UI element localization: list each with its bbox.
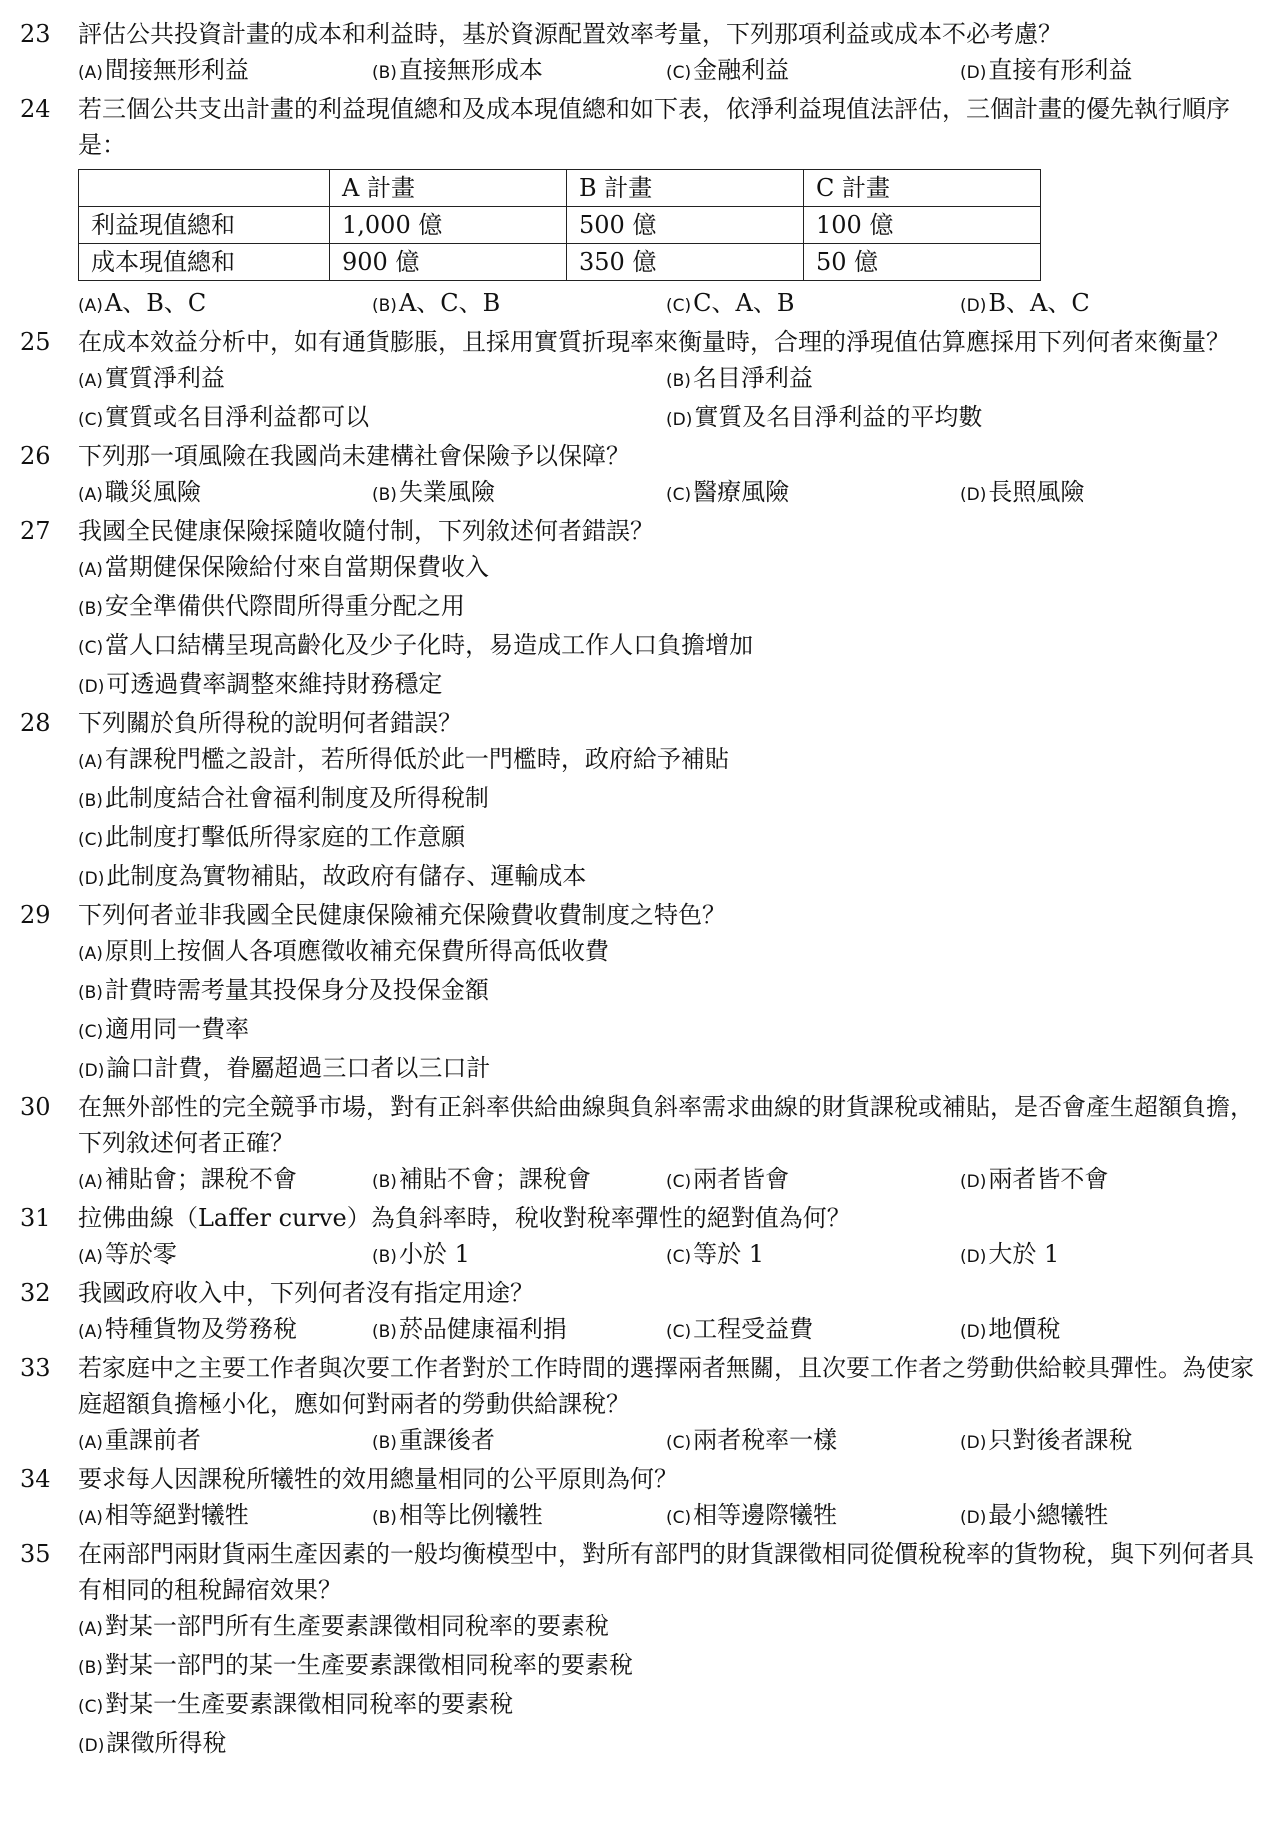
- option-text: 菸品健康福利捐: [398, 1315, 567, 1343]
- question-text: 我國全民健康保險採隨收隨付制，下列敘述何者錯誤？: [78, 517, 654, 545]
- option-label: (D): [78, 677, 105, 697]
- question-number: 30: [20, 1093, 51, 1121]
- option-text: 當人口結構呈現高齡化及少子化時，易造成工作人口負擔增加: [105, 631, 754, 659]
- option-b[interactable]: [372, 1311, 666, 1350]
- option-text: 適用同一費率: [105, 1015, 250, 1043]
- options-list: [78, 933, 1254, 1089]
- option-a[interactable]: [78, 52, 372, 91]
- option-label: (C): [666, 1172, 692, 1192]
- option-b[interactable]: [372, 285, 666, 324]
- option-d[interactable]: [960, 474, 1254, 513]
- option-label: (D): [666, 410, 693, 430]
- option-text: 直接有形利益: [988, 56, 1133, 84]
- question-27: [20, 513, 1254, 705]
- table-header-cell: A 計畫: [330, 170, 567, 207]
- question-31: [20, 1200, 1254, 1275]
- option-a[interactable]: [78, 1161, 372, 1200]
- options-list: [78, 549, 1254, 705]
- option-c[interactable]: [666, 1236, 960, 1275]
- question-number: 29: [20, 901, 51, 929]
- option-d[interactable]: [960, 1497, 1254, 1536]
- option-d[interactable]: [960, 285, 1254, 324]
- question-32: [20, 1275, 1254, 1350]
- options-row: [78, 360, 1254, 399]
- option-c[interactable]: [666, 1497, 960, 1536]
- table-cell: 利益現值總和: [79, 207, 330, 244]
- option-a[interactable]: [78, 285, 372, 324]
- table-cell: 50 億: [804, 244, 1041, 281]
- option-text: 地價稅: [988, 1315, 1061, 1343]
- options-row: [78, 52, 1254, 91]
- option-d[interactable]: [960, 1236, 1254, 1275]
- option-text: 對某一生產要素課徵相同稅率的要素稅: [105, 1690, 514, 1718]
- option-text: 兩者稅率一樣: [693, 1426, 838, 1454]
- option-label: (A): [78, 371, 103, 391]
- option-text: 補貼會；課稅不會: [104, 1165, 297, 1193]
- question-35: [20, 1536, 1254, 1764]
- option-a[interactable]: [78, 1422, 372, 1461]
- option-label: (C): [666, 485, 692, 505]
- option-label: (D): [960, 63, 987, 83]
- option-b[interactable]: [372, 1497, 666, 1536]
- option-label: (C): [78, 1022, 104, 1042]
- option-b[interactable]: [78, 972, 1254, 1011]
- option-a[interactable]: [78, 1236, 372, 1275]
- question-text: 我國政府收入中，下列何者沒有指定用途？: [78, 1279, 534, 1307]
- option-label: (B): [372, 1508, 397, 1528]
- option-label: (A): [78, 1619, 103, 1639]
- question-text: 若三個公共支出計畫的利益現值總和及成本現值總和如下表，依淨利益現值法評估，三個計畫的優先執行順序是：: [78, 95, 1230, 159]
- option-text: 長照風險: [988, 478, 1085, 506]
- option-a[interactable]: [78, 549, 1254, 588]
- question-30: [20, 1089, 1254, 1200]
- question-text: 下列何者並非我國全民健康保險補充保險費收費制度之特色？: [78, 901, 726, 929]
- option-text: 相等比例犧牲: [398, 1501, 543, 1529]
- option-c[interactable]: [78, 1011, 1254, 1050]
- option-text: 對某一部門所有生產要素課徵相同稅率的要素稅: [104, 1612, 609, 1640]
- options-row: [78, 1236, 1254, 1275]
- option-label: (C): [666, 1433, 692, 1453]
- exam-page: [20, 16, 1254, 1764]
- option-text: 工程受益費: [693, 1315, 814, 1343]
- option-text: 兩者皆會: [693, 1165, 790, 1193]
- question-26: [20, 438, 1254, 513]
- option-label: (A): [78, 1247, 103, 1267]
- option-label: (B): [78, 791, 103, 811]
- option-c[interactable]: [666, 1422, 960, 1461]
- question-text: 在無外部性的完全競爭市場，對有正斜率供給曲線與負斜率需求曲線的財貨課稅或補貼，是否會產生超額負擔，下列敘述何者正確？: [78, 1093, 1254, 1157]
- option-text: A、B、C: [104, 289, 207, 317]
- option-d[interactable]: [78, 666, 1254, 705]
- option-text: 重課前者: [104, 1426, 201, 1454]
- option-d[interactable]: [960, 1161, 1254, 1200]
- option-c[interactable]: [78, 819, 1254, 858]
- option-text: 實質或名目淨利益都可以: [105, 403, 370, 431]
- option-d[interactable]: [960, 1422, 1254, 1461]
- option-label: (D): [960, 1172, 987, 1192]
- option-text: 相等絕對犧牲: [104, 1501, 249, 1529]
- question-23: [20, 16, 1254, 91]
- option-label: (D): [960, 1322, 987, 1342]
- option-label: (D): [960, 1247, 987, 1267]
- question-number: 23: [20, 20, 51, 48]
- option-a[interactable]: [78, 474, 372, 513]
- option-text: 兩者皆不會: [988, 1165, 1109, 1193]
- option-text: 有課稅門檻之設計，若所得低於此一門檻時，政府給予補貼: [104, 745, 729, 773]
- option-text: C、A、B: [693, 289, 795, 317]
- option-text: 原則上按個人各項應徵收補充保費所得高低收費: [104, 937, 609, 965]
- option-text: 課徵所得稅: [106, 1729, 227, 1757]
- option-a[interactable]: [78, 741, 1254, 780]
- option-label: (C): [666, 63, 692, 83]
- options-list: [78, 1608, 1254, 1764]
- option-text: 間接無形利益: [104, 56, 249, 84]
- option-label: (A): [78, 296, 103, 316]
- question-number: 35: [20, 1540, 51, 1568]
- question-25: [20, 324, 1254, 438]
- option-b[interactable]: [372, 1161, 666, 1200]
- question-number: 32: [20, 1279, 51, 1307]
- option-d[interactable]: [960, 1311, 1254, 1350]
- option-b[interactable]: [372, 474, 666, 513]
- option-a[interactable]: [78, 933, 1254, 972]
- option-text: 等於零: [104, 1240, 177, 1268]
- table-cell: 1,000 億: [330, 207, 567, 244]
- question-number: 34: [20, 1465, 51, 1493]
- option-label: (B): [78, 1658, 103, 1678]
- option-text: 直接無形成本: [398, 56, 543, 84]
- option-text: 等於 1: [693, 1240, 765, 1268]
- option-label: (A): [78, 63, 103, 83]
- question-text: 在成本效益分析中，如有通貨膨脹，且採用實質折現率來衡量時，合理的淨現值估算應採用下列何者來衡量？: [78, 328, 1230, 356]
- table-header-cell: [79, 170, 330, 207]
- option-b[interactable]: [372, 52, 666, 91]
- question-number: 25: [20, 328, 51, 356]
- option-text: 計費時需考量其投保身分及投保金額: [104, 976, 489, 1004]
- option-label: (B): [372, 296, 397, 316]
- question-number: 33: [20, 1354, 51, 1382]
- question-number: 31: [20, 1204, 51, 1232]
- option-label: (D): [960, 485, 987, 505]
- option-d[interactable]: [78, 1050, 1254, 1089]
- option-a[interactable]: [78, 1311, 372, 1350]
- option-text: 小於 1: [398, 1240, 470, 1268]
- option-label: (B): [78, 599, 103, 619]
- option-label: (D): [960, 1433, 987, 1453]
- option-label: (D): [960, 296, 987, 316]
- option-label: (A): [78, 752, 103, 772]
- option-text: 補貼不會；課稅會: [398, 1165, 591, 1193]
- option-text: 對某一部門的某一生產要素課徵相同稅率的要素稅: [104, 1651, 633, 1679]
- option-label: (B): [372, 1433, 397, 1453]
- table-cell: 成本現值總和: [79, 244, 330, 281]
- question-number: 24: [20, 95, 51, 123]
- option-label: (D): [960, 1508, 987, 1528]
- option-text: 此制度打擊低所得家庭的工作意願: [105, 823, 466, 851]
- question-number: 27: [20, 517, 51, 545]
- question-text: 在兩部門兩財貨兩生產因素的一般均衡模型中，對所有部門的財貨課徵相同從價稅稅率的貨物稅，與下列何者具有相同的租稅歸宿效果？: [78, 1540, 1254, 1604]
- option-c[interactable]: [666, 52, 960, 91]
- option-label: (C): [666, 296, 692, 316]
- option-text: 相等邊際犧牲: [693, 1501, 838, 1529]
- question-24: [20, 91, 1254, 324]
- question-33: [20, 1350, 1254, 1461]
- option-text: 此制度結合社會福利制度及所得稅制: [104, 784, 489, 812]
- option-label: (C): [78, 410, 104, 430]
- question-text: 評估公共投資計畫的成本和利益時，基於資源配置效率考量，下列那項利益或成本不必考慮？: [78, 20, 1062, 48]
- option-c[interactable]: [78, 627, 1254, 666]
- option-label: (A): [78, 560, 103, 580]
- data-table: [78, 169, 1041, 281]
- option-label: (A): [78, 1322, 103, 1342]
- question-number: 28: [20, 709, 51, 737]
- option-text: 特種貨物及勞務稅: [104, 1315, 297, 1343]
- question-text: 要求每人因課稅所犧牲的效用總量相同的公平原則為何？: [78, 1465, 678, 1493]
- option-label: (C): [78, 1697, 104, 1717]
- option-text: 大於 1: [988, 1240, 1060, 1268]
- option-label: (B): [372, 485, 397, 505]
- option-text: 論口計費，眷屬超過三口者以三口計: [106, 1054, 491, 1082]
- option-b[interactable]: [372, 1422, 666, 1461]
- options-row: [78, 1497, 1254, 1536]
- table-cell: 500 億: [567, 207, 804, 244]
- option-label: (C): [78, 830, 104, 850]
- option-text: B、A、C: [988, 289, 1090, 317]
- option-text: 安全準備供代際間所得重分配之用: [104, 592, 465, 620]
- table-header-cell: C 計畫: [804, 170, 1041, 207]
- options-list: [78, 741, 1254, 897]
- option-b[interactable]: [372, 1236, 666, 1275]
- option-c[interactable]: [666, 1311, 960, 1350]
- options-row: [78, 1422, 1254, 1461]
- option-text: 最小總犧牲: [988, 1501, 1109, 1529]
- option-label: (C): [666, 1508, 692, 1528]
- option-label: (C): [666, 1247, 692, 1267]
- option-label: (D): [78, 1061, 105, 1081]
- table-header-cell: B 計畫: [567, 170, 804, 207]
- option-label: (C): [78, 638, 104, 658]
- option-label: (B): [372, 1172, 397, 1192]
- options-row: [78, 1161, 1254, 1200]
- option-c[interactable]: [666, 474, 960, 513]
- option-a[interactable]: [78, 1608, 1254, 1647]
- option-label: (A): [78, 1508, 103, 1528]
- option-label: (B): [372, 1247, 397, 1267]
- option-text: A、C、B: [398, 289, 501, 317]
- question-number: 26: [20, 442, 51, 470]
- option-b[interactable]: [666, 360, 1254, 399]
- table-row: [79, 244, 1041, 281]
- option-label: (B): [78, 983, 103, 1003]
- option-text: 實質及名目淨利益的平均數: [694, 403, 983, 431]
- option-c[interactable]: [666, 1161, 960, 1200]
- question-28: [20, 705, 1254, 897]
- table-cell: 900 億: [330, 244, 567, 281]
- option-label: (A): [78, 1433, 103, 1453]
- options-row: [78, 474, 1254, 513]
- option-c[interactable]: [78, 1686, 1254, 1725]
- option-d[interactable]: [666, 399, 1254, 438]
- options-row: [78, 1311, 1254, 1350]
- option-label: (A): [78, 485, 103, 505]
- option-label: (B): [372, 1322, 397, 1342]
- option-label: (B): [666, 371, 691, 391]
- table-row: [79, 207, 1041, 244]
- question-34: [20, 1461, 1254, 1536]
- table-header-row: [79, 170, 1041, 207]
- option-d[interactable]: [960, 52, 1254, 91]
- table-cell: 350 億: [567, 244, 804, 281]
- option-text: 名目淨利益: [692, 364, 813, 392]
- options-row: [78, 285, 1254, 324]
- option-text: 醫療風險: [693, 478, 790, 506]
- option-text: 職災風險: [104, 478, 201, 506]
- option-text: 重課後者: [398, 1426, 495, 1454]
- option-a[interactable]: [78, 1497, 372, 1536]
- option-d[interactable]: [78, 1725, 1254, 1764]
- option-b[interactable]: [78, 780, 1254, 819]
- option-c[interactable]: [666, 285, 960, 324]
- option-d[interactable]: [78, 858, 1254, 897]
- options-row: [78, 399, 1254, 438]
- option-text: 可透過費率調整來維持財務穩定: [106, 670, 443, 698]
- option-a[interactable]: [78, 360, 666, 399]
- question-text: 下列關於負所得稅的說明何者錯誤？: [78, 709, 462, 737]
- option-b[interactable]: [78, 588, 1254, 627]
- question-text: 若家庭中之主要工作者與次要工作者對於工作時間的選擇兩者無關，且次要工作者之勞動供給較具彈性。為使家庭超額負擔極小化，應如何對兩者的勞動供給課稅？: [78, 1354, 1254, 1418]
- question-29: [20, 897, 1254, 1089]
- option-b[interactable]: [78, 1647, 1254, 1686]
- option-label: (C): [666, 1322, 692, 1342]
- option-c[interactable]: [78, 399, 666, 438]
- table-cell: 100 億: [804, 207, 1041, 244]
- question-text: 拉佛曲線（Laffer curve）為負斜率時，稅收對稅率彈性的絕對值為何？: [78, 1204, 851, 1232]
- option-label: (B): [372, 63, 397, 83]
- option-text: 失業風險: [398, 478, 495, 506]
- option-label: (A): [78, 1172, 103, 1192]
- option-label: (A): [78, 944, 103, 964]
- option-text: 此制度為實物補貼，故政府有儲存、運輸成本: [106, 862, 587, 890]
- option-text: 當期健保保險給付來自當期保費收入: [104, 553, 489, 581]
- question-text: 下列那一項風險在我國尚未建構社會保險予以保障？: [78, 442, 630, 470]
- option-text: 金融利益: [693, 56, 790, 84]
- option-text: 實質淨利益: [104, 364, 225, 392]
- option-text: 只對後者課稅: [988, 1426, 1133, 1454]
- option-label: (D): [78, 1736, 105, 1756]
- option-label: (D): [78, 869, 105, 889]
